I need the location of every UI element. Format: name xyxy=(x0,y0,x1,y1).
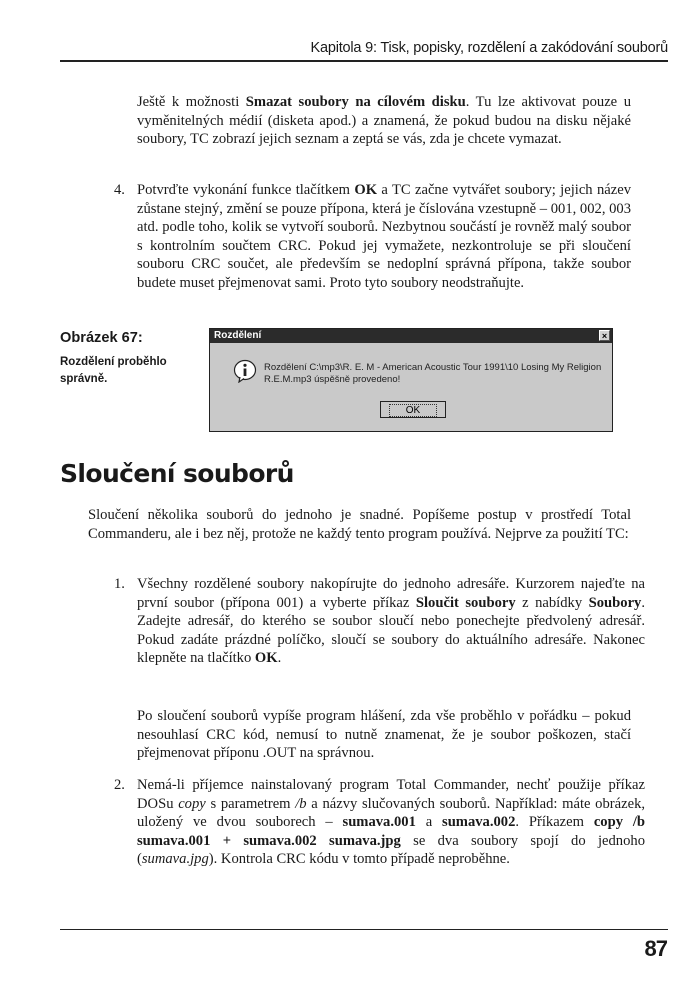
step2-text-1: Nemá-li příjemce nainstalovaný program Total Commander, nechť použije příkaz DOSu xyxy=(137,777,645,812)
list-item-text xyxy=(137,575,645,668)
step1-bold-1: Sloučit soubory xyxy=(415,594,516,611)
step2-italic-3: sumava.jpg xyxy=(141,851,209,868)
step2-italic-2: /b xyxy=(295,795,307,812)
intro-text-1: Ještě k možnosti xyxy=(137,94,246,110)
step2-text-2: s parametrem xyxy=(205,795,296,812)
list-number: 1. xyxy=(114,576,125,592)
intro-bold-1: Smazat soubory na cílovém disku xyxy=(245,94,466,110)
step2-text-7: ). Kontrola CRC kódu v tomto případě neproběhne. xyxy=(208,851,510,868)
ok-button-label: OK xyxy=(389,404,437,417)
dialog-title-bar xyxy=(210,329,612,343)
step1-text-3: . Zadejte adresář, do kterého se soubor sloučí nebo ponechejte předvolený adresář. Pokud zadáte prázdné políčko, sloučí se soubory do aktuálního adresáře. Nakonec klepněte na tlačítko xyxy=(137,594,645,667)
list-item-1-followup: Po sloučení souborů vypíše program hlášení, zda vše proběhlo v pořádku – pokud nesouhlasí CRC kód, nemusí to nutně znamenat, že je soubor poškozen, stačí přejmenovat příponu .OUT na správnou. xyxy=(137,708,631,762)
list-number: 4. xyxy=(114,182,125,198)
step2-italic-1: copy xyxy=(178,795,206,812)
step2-bold-3: copy /b sumava.001 + sumava.002 sumava.jpg xyxy=(137,814,645,849)
step1-bold-2: Soubory xyxy=(588,594,642,611)
page-number: 87 xyxy=(644,936,667,961)
section-intro-paragraph: Sloučení několika souborů do jednoho je snadné. Popíšeme postup v prostředí Total Commanderu, ale i bez něj, protože ne každý tento program používá. Nejprve za použití TC: xyxy=(88,507,631,542)
list-item-1 xyxy=(114,575,645,668)
item4-text-2: a TC začne vytvářet soubory; jejich název zůstane stejný, změní se pouze přípona, která je číslována vzestupně – 001, 002, 003 atd. podle toho, kolik se vytvoří souborů. Nezbytnou součástí je rovněž malý soubor s kontrolním součtem CRC. Pokud jej vymažete, nezkontroluje se při sloučení souboru CRC součet, ale především se nedoplní správná přípona, takže soubor budete muset přejmenovat sami. Proto tyto soubory neodstraňujte. xyxy=(137,182,632,291)
dialog-message-line-1: Rozdělení C:\mp3\R. E. M - American Acoustic Tour 1991\10 Losing My Religion xyxy=(264,362,602,373)
list-item-text xyxy=(137,776,645,869)
intro-text-2: . Tu lze aktivovat pouze u vyměnitelných médií (disketa apod.) a znamená, že pokud budou na disku nějaké soubory, TC zobrazí jejich seznam a zeptá se vás, zda je chcete vymazat. xyxy=(137,94,631,148)
ok-button[interactable] xyxy=(380,401,446,418)
step1-bold-3: OK xyxy=(254,650,278,667)
section-heading: Sloučení souborů xyxy=(60,459,294,488)
dialog-message-line-2: R.E.M.mp3 úspěšně provedeno! xyxy=(264,373,401,385)
list-number: 2. xyxy=(114,777,125,793)
split-result-dialog xyxy=(209,328,613,432)
running-header: Kapitola 9: Tisk, popisky, rozdělení a zakódování souborů xyxy=(310,40,668,56)
header-rule xyxy=(60,60,668,62)
step2-text-5: . Příkazem xyxy=(515,814,594,831)
step2-text-4: a xyxy=(415,814,443,831)
step2-bold-2: sumava.002 xyxy=(442,814,516,831)
list-item-2 xyxy=(114,776,645,869)
dialog-title: Rozdělení xyxy=(214,330,262,341)
footer-rule xyxy=(60,929,668,930)
figure-caption-title: Obrázek 67: xyxy=(60,330,143,346)
step2-text-3: a názvy slučovaných souborů. Například: máte obrázek, uložený ve dvou souborech – xyxy=(137,795,646,831)
dialog-message xyxy=(264,362,601,385)
list-item-text xyxy=(137,181,631,293)
figure-caption-description: Rozdělení proběhlo správně. xyxy=(60,356,167,385)
step1-text-1: Všechny rozdělené soubory nakopírujte do jednoho adresáře. Kurzorem najeďte na první soubor (přípona 001) a vyberte příkaz xyxy=(137,576,645,611)
step1-text-4: . xyxy=(277,650,282,667)
info-icon xyxy=(233,359,257,383)
item4-bold-1: OK xyxy=(354,182,378,198)
intro-paragraph xyxy=(137,93,631,149)
step2-text-6: se dva soubory spojí do jednoho ( xyxy=(137,832,645,868)
step1-text-2: z nabídky xyxy=(515,594,589,611)
item4-text-1: Potvrďte vykonání funkce tlačítkem xyxy=(137,182,355,198)
list-item-4 xyxy=(114,181,631,293)
step2-bold-1: sumava.001 xyxy=(342,814,416,831)
close-icon[interactable]: × xyxy=(599,330,610,341)
